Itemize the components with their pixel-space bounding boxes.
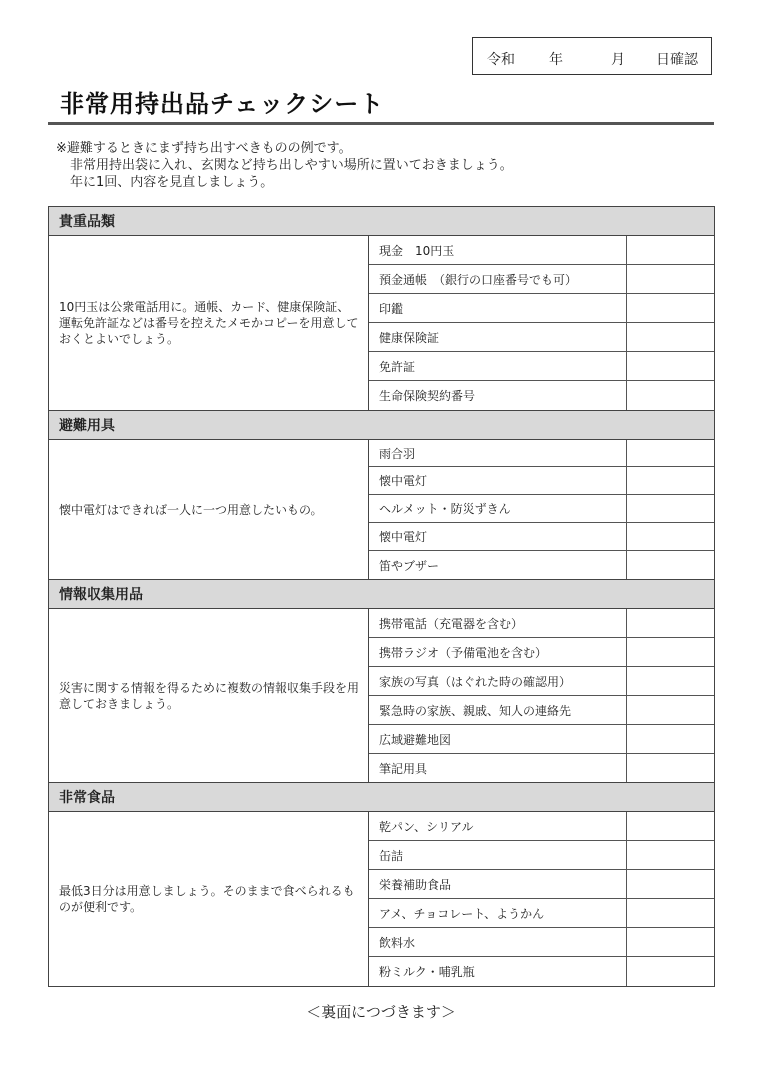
item-label: 預金通帳 （銀行の口座番号でも可） bbox=[379, 272, 578, 287]
intro-line: 年に1回、内容を見直しましょう。 bbox=[70, 175, 274, 190]
check-box[interactable] bbox=[626, 467, 714, 494]
check-box[interactable] bbox=[626, 696, 714, 724]
item-label: 笛やブザー bbox=[379, 558, 440, 573]
checklist-row bbox=[369, 523, 714, 551]
checklist-row bbox=[369, 725, 714, 754]
intro-line: 非常用持出袋に入れ、玄関など持ち出しやすい場所に置いておきましょう。 bbox=[70, 158, 513, 173]
checklist-row bbox=[369, 294, 714, 323]
category-header-valuables: 貴重品類 bbox=[48, 206, 715, 235]
item-label: 乾パン、シリアル bbox=[379, 819, 474, 834]
checklist-row bbox=[369, 381, 714, 410]
category-body-information bbox=[48, 608, 715, 782]
page-title: 非常用持出品チェックシート bbox=[60, 90, 385, 118]
check-box[interactable] bbox=[626, 323, 714, 351]
check-box[interactable] bbox=[626, 495, 714, 522]
check-box[interactable] bbox=[626, 667, 714, 695]
checklist-row bbox=[369, 609, 714, 638]
item-label: 広域避難地図 bbox=[379, 732, 452, 747]
checklist-row bbox=[369, 841, 714, 870]
continued-note: ＜裏面につづきます＞ bbox=[306, 1003, 456, 1021]
category-body-emergency-food bbox=[48, 811, 715, 986]
category-note: 懐中電灯はできれば一人に一つ用意したいもの。 bbox=[49, 440, 369, 579]
category-header-information: 情報収集用品 bbox=[48, 579, 715, 608]
checklist-row bbox=[369, 467, 714, 495]
check-box[interactable] bbox=[626, 609, 714, 637]
check-box[interactable] bbox=[626, 725, 714, 753]
category-header-evacuation-gear: 避難用具 bbox=[48, 410, 715, 439]
item-label: 栄養補助食品 bbox=[379, 877, 452, 892]
check-box[interactable] bbox=[626, 265, 714, 293]
item-label: 懐中電灯 bbox=[379, 530, 428, 544]
check-box[interactable] bbox=[626, 381, 714, 410]
item-label: 免許証 bbox=[379, 359, 416, 374]
item-label: アメ、チョコレート、ようかん bbox=[379, 906, 545, 921]
intro-line: ※避難するときにまず持ち出すべきものの例です。 bbox=[56, 141, 352, 156]
category-note: 災害に関する情報を得るために複数の情報収集手段を用意しておきましょう。 bbox=[49, 609, 369, 782]
intro-text bbox=[56, 140, 513, 191]
item-label: 粉ミルク・哺乳瓶 bbox=[379, 965, 475, 979]
item-label: 家族の写真（はぐれた時の確認用） bbox=[379, 674, 572, 689]
item-label: 携帯電話（充電器を含む） bbox=[379, 616, 524, 631]
checklist-row bbox=[369, 323, 714, 352]
item-list bbox=[369, 440, 714, 579]
check-box[interactable] bbox=[626, 841, 714, 869]
item-label: 緊急時の家族、親戚、知人の連絡先 bbox=[379, 703, 572, 718]
era-label: 令和 bbox=[487, 52, 515, 68]
checklist-row bbox=[369, 352, 714, 381]
checklist-row bbox=[369, 957, 714, 986]
item-label: 印鑑 bbox=[379, 301, 404, 316]
table-bottom-rule bbox=[48, 986, 715, 987]
item-label: 缶詰 bbox=[379, 848, 404, 863]
check-box[interactable] bbox=[626, 551, 714, 579]
check-box[interactable] bbox=[626, 957, 714, 986]
check-box[interactable] bbox=[626, 899, 714, 927]
check-box[interactable] bbox=[626, 236, 714, 264]
checklist-row bbox=[369, 667, 714, 696]
year-label: 年 bbox=[549, 52, 563, 68]
checklist-row bbox=[369, 754, 714, 782]
confirmation-date-box bbox=[472, 37, 712, 75]
item-list bbox=[369, 609, 714, 782]
category-header-emergency-food: 非常食品 bbox=[48, 782, 715, 811]
checklist-row bbox=[369, 870, 714, 899]
check-box[interactable] bbox=[626, 352, 714, 380]
checklist-row bbox=[369, 812, 714, 841]
check-box[interactable] bbox=[626, 754, 714, 782]
category-note: 最低3日分は用意しましょう。そのままで食べられるものが便利です。 bbox=[49, 812, 369, 986]
checklist-row bbox=[369, 928, 714, 957]
item-label: 現金 10円玉 bbox=[379, 243, 455, 258]
checklist-row bbox=[369, 440, 714, 467]
checklist-row bbox=[369, 265, 714, 294]
title-underline bbox=[48, 122, 714, 125]
check-box[interactable] bbox=[626, 870, 714, 898]
check-box[interactable] bbox=[626, 523, 714, 550]
item-label: 雨合羽 bbox=[379, 446, 416, 461]
item-label: 携帯ラジオ（予備電池を含む） bbox=[379, 645, 548, 660]
item-label: ヘルメット・防災ずきん bbox=[379, 502, 511, 516]
item-label: 飲料水 bbox=[379, 935, 416, 950]
item-label: 健康保険証 bbox=[379, 330, 440, 345]
item-label: 筆記用具 bbox=[379, 761, 428, 776]
item-label: 生命保険契約番号 bbox=[379, 389, 476, 403]
item-list bbox=[369, 236, 714, 410]
day-check-label: 日確認 bbox=[656, 52, 698, 68]
item-label: 懐中電灯 bbox=[379, 474, 428, 488]
check-box[interactable] bbox=[626, 812, 714, 840]
check-box[interactable] bbox=[626, 440, 714, 466]
category-body-valuables bbox=[48, 235, 715, 410]
checklist-row bbox=[369, 551, 714, 579]
category-body-evacuation-gear bbox=[48, 439, 715, 579]
checklist-row bbox=[369, 899, 714, 928]
checklist-table bbox=[48, 206, 715, 987]
checklist-row bbox=[369, 236, 714, 265]
check-box[interactable] bbox=[626, 638, 714, 666]
checklist-row bbox=[369, 696, 714, 725]
check-box[interactable] bbox=[626, 928, 714, 956]
checklist-row bbox=[369, 638, 714, 667]
category-note: 10円玉は公衆電話用に。通帳、カード、健康保険証、運転免許証などは番号を控えたメモかコピーを用意しておくとよいでしょう。 bbox=[49, 236, 369, 410]
checklist-row bbox=[369, 495, 714, 523]
check-box[interactable] bbox=[626, 294, 714, 322]
item-list bbox=[369, 812, 714, 986]
month-label: 月 bbox=[611, 52, 625, 68]
